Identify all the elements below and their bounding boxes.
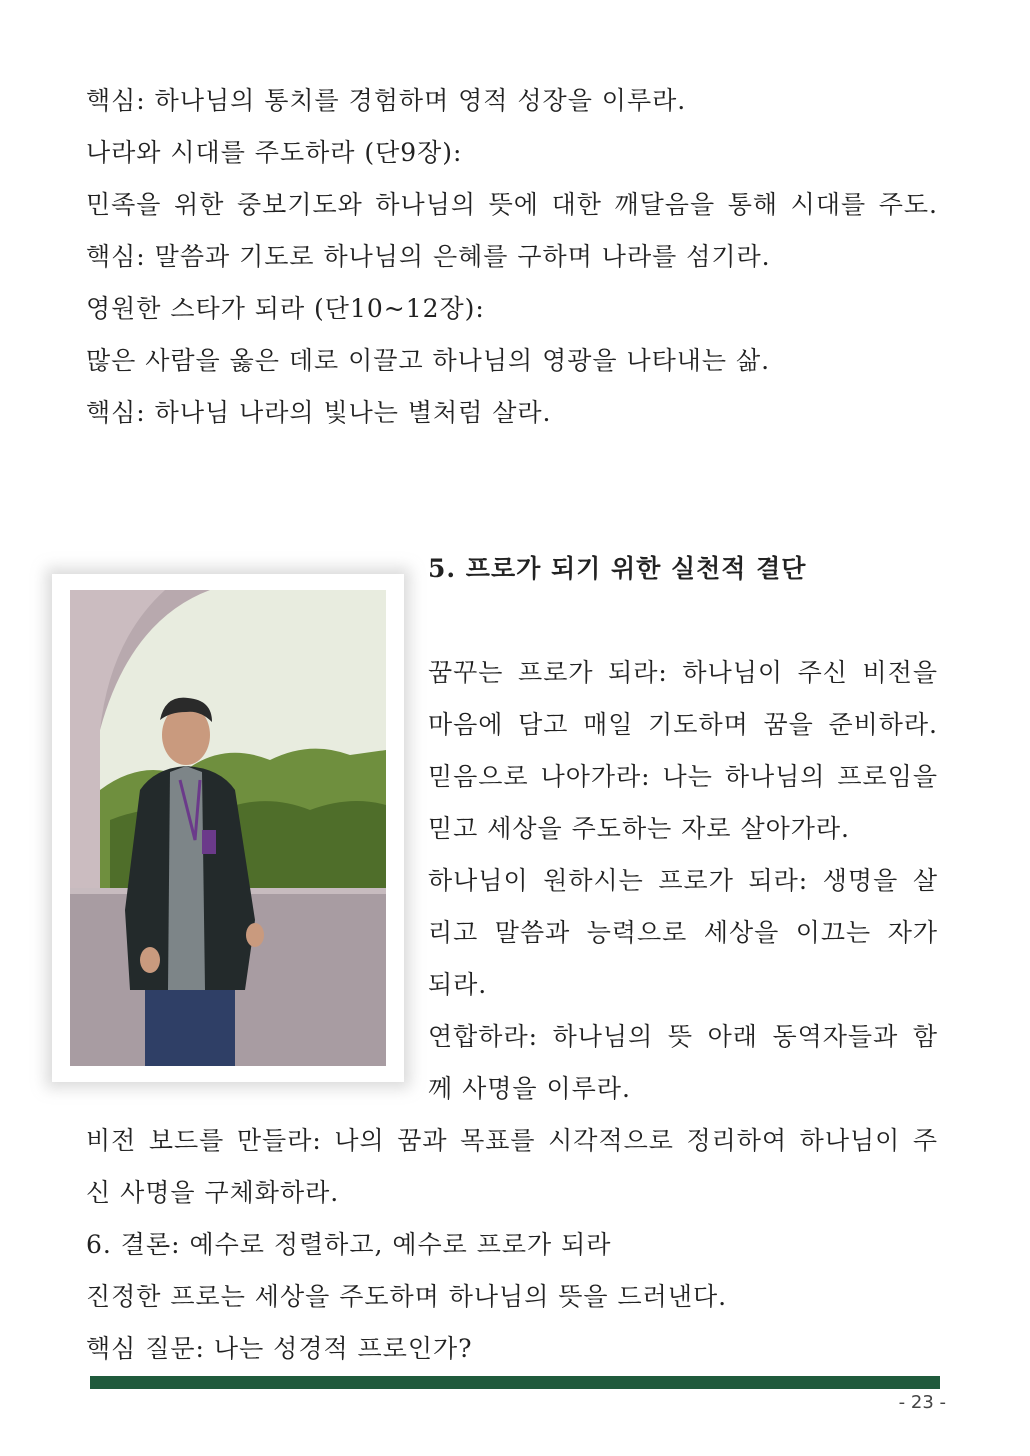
text-line: 신 사명을 구체화하라. [86, 1178, 340, 1207]
text-line: 진정한 프로는 세상을 주도하며 하나님의 뜻을 드러낸다. [86, 1282, 728, 1311]
section-heading: 5. 프로가 되기 위한 실천적 결단 [428, 554, 807, 583]
text-line: 나라와 시대를 주도하라 (단9장): [86, 138, 463, 167]
text-line: 리고 말씀과 능력으로 세상을 이끄는 자가 [428, 918, 938, 947]
text-line: 믿고 세상을 주도하는 자로 살아가라. [428, 814, 850, 843]
text-line: 되라. [428, 970, 488, 999]
text-line: 연합하라: 하나님의 뜻 아래 동역자들과 함 [428, 1022, 938, 1051]
photo-of-man-singing [70, 590, 386, 1066]
text-line: 민족을 위한 중보기도와 하나님의 뜻에 대한 깨달음을 통해 시대를 주도. [86, 190, 938, 219]
footer-rule [90, 1376, 940, 1389]
text-line: 비전 보드를 만들라: 나의 꿈과 목표를 시각적으로 정리하여 하나님이 주 [86, 1126, 938, 1155]
text-line: 핵심: 말씀과 기도로 하나님의 은혜를 구하며 나라를 섬기라. [86, 242, 771, 271]
page-number: - 23 - [898, 1392, 946, 1413]
text-line: 핵심 질문: 나는 성경적 프로인가? [86, 1334, 473, 1363]
text-line: 께 사명을 이루라. [428, 1074, 631, 1103]
text-line: 마음에 담고 매일 기도하며 꿈을 준비하라. [428, 710, 938, 739]
photo-frame [52, 574, 404, 1082]
text-line: 핵심: 하나님 나라의 빛나는 별처럼 살라. [86, 398, 552, 427]
text-line: 핵심: 하나님의 통치를 경험하며 영적 성장을 이루라. [86, 86, 687, 115]
text-line: 많은 사람을 옳은 데로 이끌고 하나님의 영광을 나타내는 삶. [86, 346, 771, 375]
text-line: 하나님이 원하시는 프로가 되라: 생명을 살 [428, 866, 938, 895]
text-line: 영원한 스타가 되라 (단10~12장): [86, 294, 485, 323]
text-line: 꿈꾸는 프로가 되라: 하나님이 주신 비전을 [428, 658, 938, 687]
text-line: 믿음으로 나아가라: 나는 하나님의 프로임을 [428, 762, 938, 791]
section-heading: 6. 결론: 예수로 정렬하고, 예수로 프로가 되라 [86, 1230, 612, 1259]
